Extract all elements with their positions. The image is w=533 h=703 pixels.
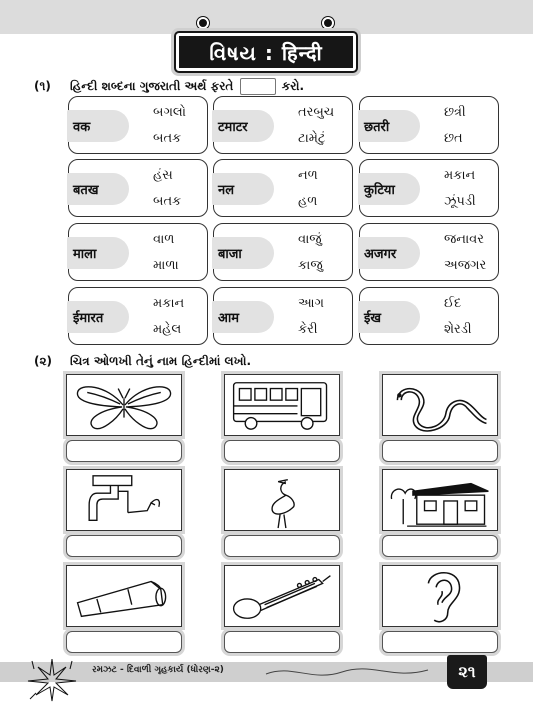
section2-number: (૨) <box>34 354 53 368</box>
answer-field[interactable] <box>382 535 498 557</box>
word-card <box>213 96 353 154</box>
hindi-word: आम <box>212 301 274 333</box>
hindi-word: माला <box>67 237 129 269</box>
option-b[interactable]: શેરડી <box>444 322 472 337</box>
option-b[interactable]: મહેલ <box>153 322 182 337</box>
hindi-word: ईमारत <box>67 301 129 333</box>
hindi-word: ईख <box>358 301 420 333</box>
answer-field[interactable] <box>224 535 340 557</box>
option-b[interactable]: છત <box>444 131 463 146</box>
section1-instruction-pre: હિન્દી શબ્દના ગુજરાતી અર્થ ફરતે <box>70 79 234 93</box>
section2-instruction-text: ચિત્ર ઓળખી તેનું નામ હિન્દીમાં લખો. <box>70 354 252 368</box>
word-card <box>359 287 499 345</box>
heron-icon <box>224 469 340 531</box>
hindi-word: वक <box>67 110 129 142</box>
option-a[interactable]: મકાન <box>153 296 185 311</box>
word-card <box>213 287 353 345</box>
option-b[interactable]: કેરી <box>298 322 318 337</box>
hindi-word: अजगर <box>358 237 420 269</box>
option-b[interactable]: હળ <box>298 194 318 209</box>
hindi-word: छतरी <box>358 110 420 142</box>
sparkle-decoration-icon <box>22 655 82 703</box>
footer-text: રમઝટ - દિવાળી ગૃહકાર્ય (ધોરણ-૨) <box>92 665 224 675</box>
swirl-decoration-icon <box>262 662 432 682</box>
circle-marker-box <box>240 78 276 95</box>
option-b[interactable]: ઝૂંપડી <box>444 194 476 209</box>
section1-instruction-post: કરો. <box>281 79 305 93</box>
option-b[interactable]: બતક <box>153 194 182 209</box>
word-card <box>359 96 499 154</box>
option-a[interactable]: વાળ <box>153 232 175 247</box>
answer-field[interactable] <box>224 440 340 462</box>
section1-instruction <box>34 78 304 95</box>
option-a[interactable]: આગ <box>298 296 325 311</box>
answer-field[interactable] <box>382 631 498 653</box>
word-card <box>68 159 208 217</box>
answer-field[interactable] <box>66 440 182 462</box>
section1-number: (૧) <box>34 79 51 93</box>
binder-ring-icon <box>197 17 209 29</box>
option-a[interactable]: નળ <box>298 168 318 183</box>
house-icon <box>382 469 498 531</box>
word-card <box>213 159 353 217</box>
tap-icon <box>66 469 182 531</box>
word-card <box>68 223 208 281</box>
top-band <box>0 0 533 34</box>
option-a[interactable]: મકાન <box>444 168 476 183</box>
hindi-word: बाजा <box>212 237 274 269</box>
hindi-word: टमाटर <box>212 110 274 142</box>
option-a[interactable]: વાજું <box>298 232 322 247</box>
hindi-word: नल <box>212 173 274 205</box>
option-a[interactable]: છત્રી <box>444 105 466 120</box>
hindi-word: बतख <box>67 173 129 205</box>
option-b[interactable]: ટામેટું <box>298 131 326 146</box>
word-card <box>68 287 208 345</box>
option-b[interactable]: અજગર <box>444 258 487 273</box>
sitar-icon <box>224 565 340 627</box>
snake-icon <box>382 374 498 436</box>
option-a[interactable]: જનાવર <box>444 232 484 247</box>
binder-ring-icon <box>322 17 334 29</box>
megaphone-icon <box>66 565 182 627</box>
answer-field[interactable] <box>66 535 182 557</box>
butterfly-icon <box>66 374 182 436</box>
option-b[interactable]: બતક <box>153 131 182 146</box>
option-a[interactable]: હંસ <box>153 168 173 183</box>
answer-field[interactable] <box>382 440 498 462</box>
ear-icon <box>382 565 498 627</box>
word-card <box>359 223 499 281</box>
option-a[interactable]: તરબુચ <box>298 105 335 120</box>
answer-field[interactable] <box>66 631 182 653</box>
option-a[interactable]: બગલો <box>153 105 187 120</box>
subject-title: વિષય : हिन्दी <box>176 33 356 71</box>
option-a[interactable]: ઈદ <box>444 296 462 311</box>
bus-icon <box>224 374 340 436</box>
page-number: ૨૧ <box>447 655 487 689</box>
word-card <box>359 159 499 217</box>
hindi-word: कुटिया <box>358 173 420 205</box>
answer-field[interactable] <box>224 631 340 653</box>
section2-instruction <box>34 354 251 369</box>
word-card <box>68 96 208 154</box>
option-b[interactable]: કાજુ <box>298 258 323 273</box>
option-b[interactable]: માળા <box>153 258 179 273</box>
word-card <box>213 223 353 281</box>
